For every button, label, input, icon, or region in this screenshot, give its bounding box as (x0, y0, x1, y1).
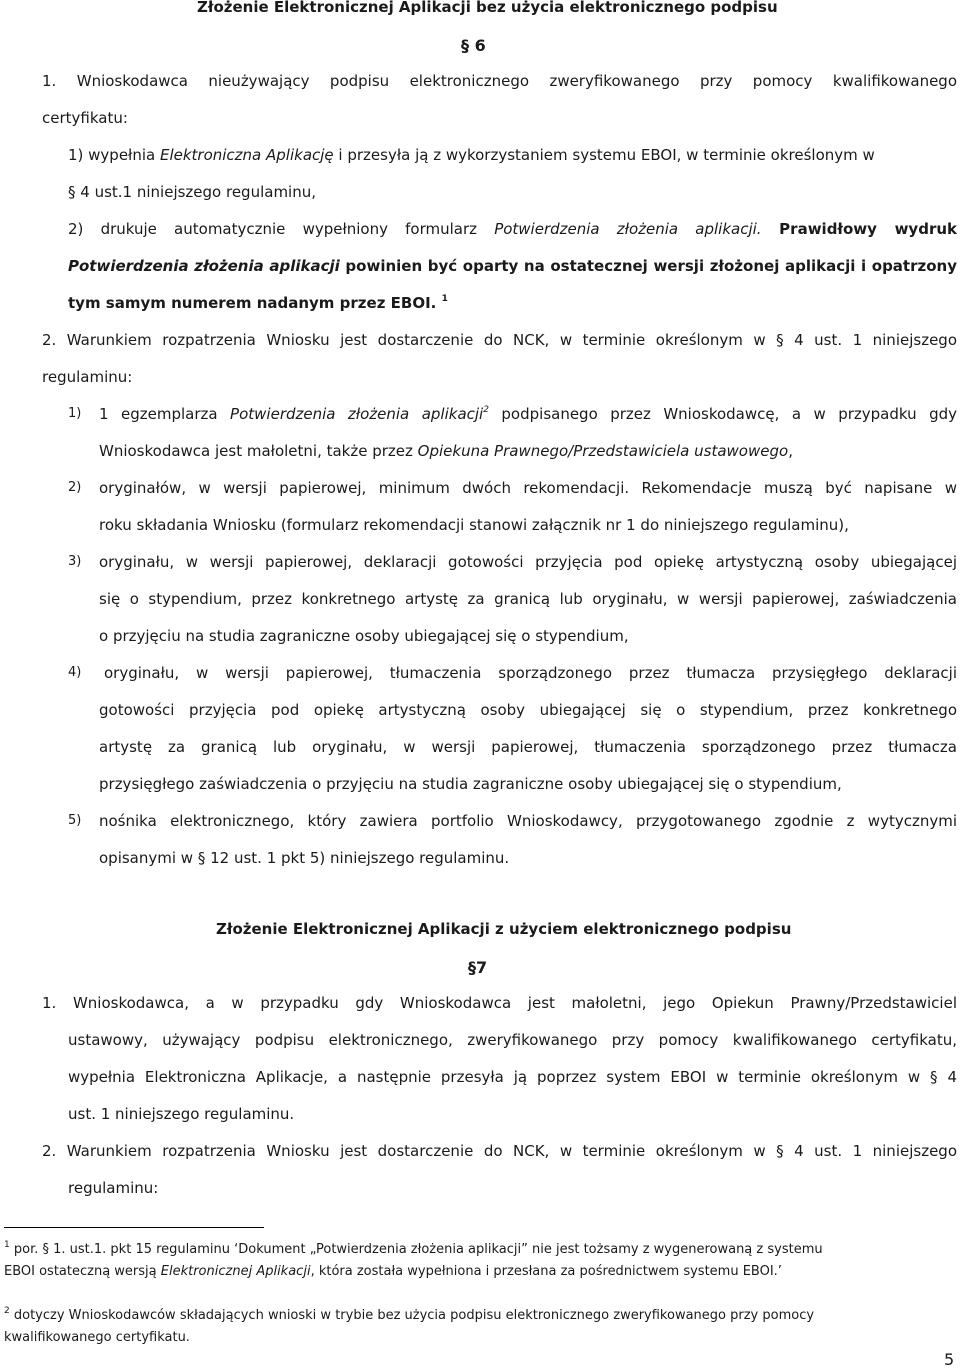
list-number: 5) (68, 813, 82, 828)
paragraph-1-line: certyfikatu: (42, 109, 128, 127)
list-number: 2) (68, 480, 82, 495)
list-item-continued: § 4 ust.1 niniejszego regulaminu, (68, 183, 317, 201)
paragraph-1-line: ustawowy, używający podpisu elektronicznego, zweryfikowanego przy pomocy kwalifikowanego certyfikatu, (68, 1031, 957, 1049)
list-item-continued: opisanymi w § 12 ust. 1 pkt 5) niniejszego regulaminu. (99, 849, 510, 867)
paragraph-symbol: § 6 (461, 36, 486, 55)
list-item-continued: Potwierdzenia złożenia aplikacji powinien być oparty na ostatecznej wersji złożonej aplikacji i opatrzony (68, 257, 957, 275)
paragraph-symbol: §7 (468, 958, 488, 977)
footnote-1: $^1$ por. § 1. ust.1. pkt 15 regulaminu ‘Dokument „Potwierdzenia złożenia aplikacji” nie jest tożsamy z wygenerowaną z systemu (4, 1239, 823, 1257)
list-item-continued: Wnioskodawca jest małoletni, także przez Opiekuna Prawnego/Przedstawiciela ustawowego, (99, 442, 793, 460)
list-item: 1 egzemplarza Potwierdzenia złożenia aplikacji$^2$ podpisanego przez Wnioskodawcę, a w przypadku gdy (99, 405, 957, 423)
footnote-separator (4, 1227, 264, 1228)
paragraph-1-line: 1. Wnioskodawca nieużywający podpisu elektronicznego zweryfikowanego przy pomocy kwalifikowanego (42, 72, 957, 90)
paragraph-2-line: regulaminu: (42, 368, 133, 386)
list-item: 2) drukuje automatycznie wypełniony formularz Potwierdzenia złożenia aplikacji. Prawidłowy wydruk (68, 220, 957, 238)
paragraph-2-line: 2. Warunkiem rozpatrzenia Wniosku jest dostarczenie do NCK, w terminie określonym w § 4 ust. 1 niniejszego (42, 331, 957, 349)
list-item: oryginałów, w wersji papierowej, minimum dwóch rekomendacji. Rekomendacje muszą być napisane w (99, 479, 957, 497)
footnote-mark: 1 (4, 1239, 10, 1250)
paragraph-1-line: ust. 1 niniejszego regulaminu. (68, 1105, 295, 1123)
list-item-continued: artystę za granicą lub oryginału, w wersji papierowej, tłumaczenia sporządzonego przez tłumacza (99, 738, 957, 756)
list-item-continued: przysięgłego zaświadczenia o przyjęciu na studia zagraniczne osoby ubiegającej się o stypendium, (99, 775, 842, 793)
section-heading: Złożenie Elektronicznej Aplikacji z użyciem elektronicznego podpisu (216, 920, 792, 938)
section-heading: Złożenie Elektronicznej Aplikacji bez użycia elektronicznego podpisu (197, 0, 778, 16)
list-item-continued: gotowości przyjęcia pod opiekę artystyczną osoby ubiegającej się o stypendium, przez konkretnego (99, 701, 957, 719)
list-number: 1) (68, 406, 82, 421)
footnote-mark: 2 (4, 1305, 10, 1316)
list-item: oryginału, w wersji papierowej, deklaracji gotowości przyjęcia pod opiekę artystyczną osoby ubiegającej (99, 553, 957, 571)
footnote-2-continued: kwalifikowanego certyfikatu. (4, 1330, 190, 1345)
page-number: 5 (944, 1350, 955, 1369)
list-item-continued: o przyjęciu na studia zagraniczne osoby ubiegającej się o stypendium, (99, 627, 629, 645)
paragraph-1-line: wypełnia Elektroniczna Aplikacje, a następnie przesyła ją poprzez system EBOI w terminie określonym w § 4 (68, 1068, 957, 1086)
list-item-continued: roku składania Wniosku (formularz rekomendacji stanowi załącznik nr 1 do niniejszego regulaminu), (99, 516, 849, 534)
footnote-2: $^2$ dotyczy Wnioskodawców składających wnioski w trybie bez użycia podpisu elektronicznego zweryfikowanego przy pomocy (4, 1305, 815, 1323)
list-item: 1) wypełnia Elektroniczna Aplikację i przesyła ją z wykorzystaniem systemu EBOI, w terminie określonym w (68, 146, 875, 164)
list-item-continued: tym samym numerem nadanym przez EBOI. $^1$ (68, 294, 448, 312)
list-number: 4) (68, 665, 82, 680)
paragraph-2-line: 2. Warunkiem rozpatrzenia Wniosku jest dostarczenie do NCK, w terminie określonym w § 4 ust. 1 niniejszego (42, 1142, 957, 1160)
paragraph-1-line: 1. Wnioskodawca, a w przypadku gdy Wnioskodawca jest małoletni, jego Opiekun Prawny/Przedstawiciel (42, 994, 957, 1012)
list-item: nośnika elektronicznego, który zawiera portfolio Wnioskodawcy, przygotowanego zgodnie z wytycznymi (99, 812, 957, 830)
list-number: 3) (68, 554, 82, 569)
footnote-ref: 1 (441, 294, 448, 304)
list-item: oryginału, w wersji papierowej, tłumaczenia sporządzonego przez tłumacza przysięgłego deklaracji (104, 664, 957, 682)
list-item-continued: się o stypendium, przez konkretnego artystę za granicą lub oryginału, w wersji papierowej, zaświadczenia (99, 590, 957, 608)
paragraph-2-line: regulaminu: (68, 1179, 159, 1197)
footnote-1-continued: EBOI ostateczną wersją Elektronicznej Aplikacji, która została wypełniona i przesłana za pośrednictwem systemu EBOI.’ (4, 1264, 782, 1279)
